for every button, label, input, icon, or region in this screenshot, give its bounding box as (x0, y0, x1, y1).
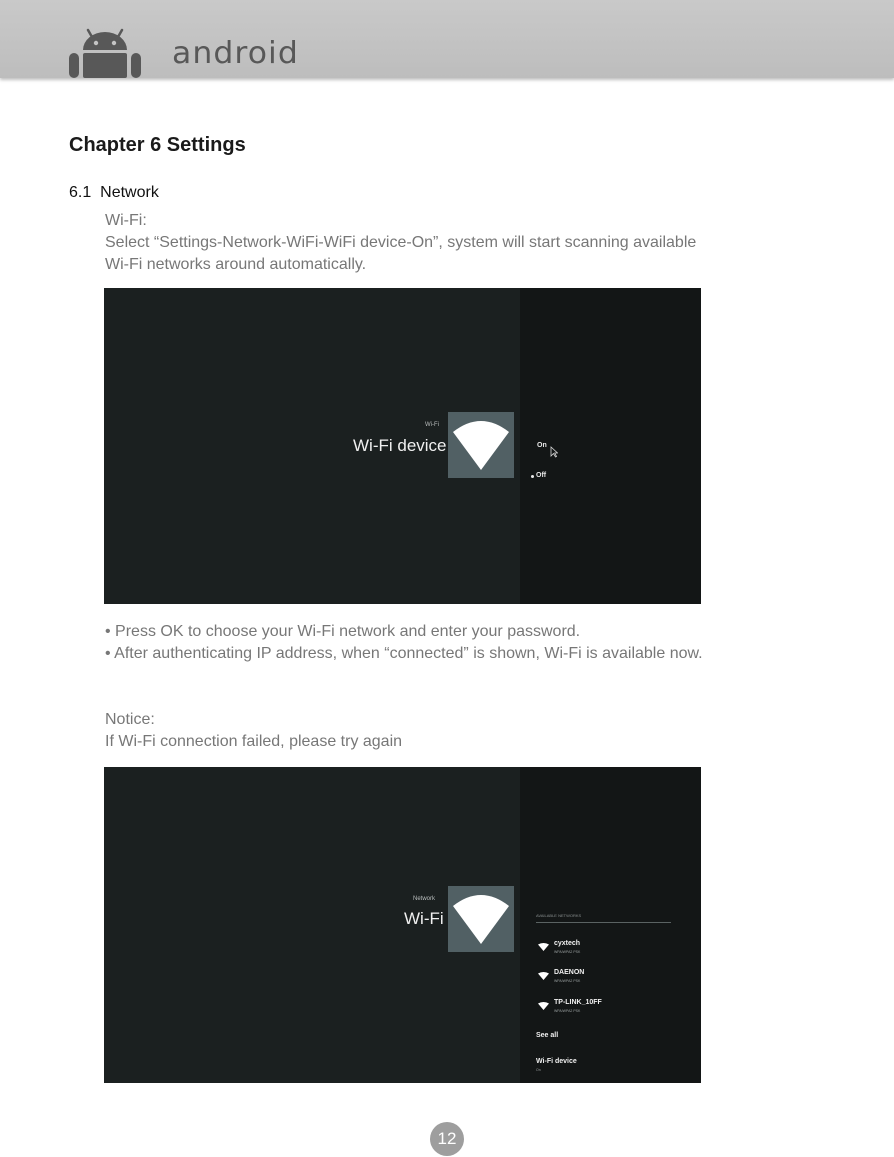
wifi-instruction-line1: Select “Settings-Network-WiFi-WiFi device-On”, system will start scanning available (105, 234, 697, 251)
network-security: WPA/WPA2 PSK (554, 1009, 581, 1013)
page-header (0, 0, 894, 78)
android-wordmark: android (172, 36, 299, 71)
network-name: cyxtech (554, 940, 581, 947)
option-on[interactable]: On (537, 442, 547, 449)
divider (536, 922, 671, 923)
available-networks-header: AVAILABLE NETWORKS (536, 913, 582, 918)
setting-title: Wi-Fi device (353, 436, 447, 455)
see-all-link[interactable]: See all (536, 1032, 559, 1039)
breadcrumb-label: Wi-Fi (425, 422, 439, 428)
wifi-signal-icon (538, 943, 549, 951)
options-panel (520, 288, 701, 604)
wifi-signal-icon (538, 972, 549, 980)
section-number: 6.1 (69, 184, 92, 201)
selected-dot-icon (531, 475, 534, 478)
network-item[interactable] (536, 999, 676, 1021)
screenshot-wifi-networks (104, 767, 701, 1083)
wifi-device-state: On (536, 1068, 541, 1072)
network-item[interactable] (536, 969, 676, 991)
networks-panel (520, 767, 701, 1083)
mouse-cursor-icon (550, 446, 558, 458)
screenshot-wifi-device (104, 288, 701, 604)
wifi-device-item[interactable]: Wi-Fi device (536, 1058, 577, 1065)
notice-text: If Wi-Fi connection failed, please try again (105, 733, 403, 750)
network-name: TP-LINK_10FF (554, 999, 602, 1006)
option-off[interactable]: Off (536, 472, 547, 479)
setting-title: Wi-Fi (404, 909, 444, 928)
bullet-authenticating: • After authenticating IP address, when “connected” is shown, Wi-Fi is available now. (105, 645, 703, 662)
network-item[interactable] (536, 940, 676, 962)
wifi-instruction-line2: Wi-Fi networks around automatically. (105, 256, 367, 273)
breadcrumb-label: Network (413, 896, 436, 902)
section-title: Network (100, 184, 159, 201)
network-security: WPA/WPA2 PSK (554, 979, 581, 983)
chapter-title: Chapter 6 Settings (69, 134, 246, 156)
wifi-icon (448, 886, 514, 952)
wifi-signal-icon (538, 1002, 549, 1010)
page-number: 12 (430, 1122, 464, 1156)
section-heading (69, 184, 159, 202)
notice-heading: Notice: (105, 711, 155, 728)
wifi-heading: Wi-Fi: (105, 212, 147, 229)
android-robot-icon (66, 28, 144, 78)
network-name: DAENON (554, 969, 585, 976)
bullet-press-ok: • Press OK to choose your Wi-Fi network and enter your password. (105, 623, 581, 640)
network-security: WPA/WPA2 PSK (554, 950, 581, 954)
wifi-icon (448, 412, 514, 478)
